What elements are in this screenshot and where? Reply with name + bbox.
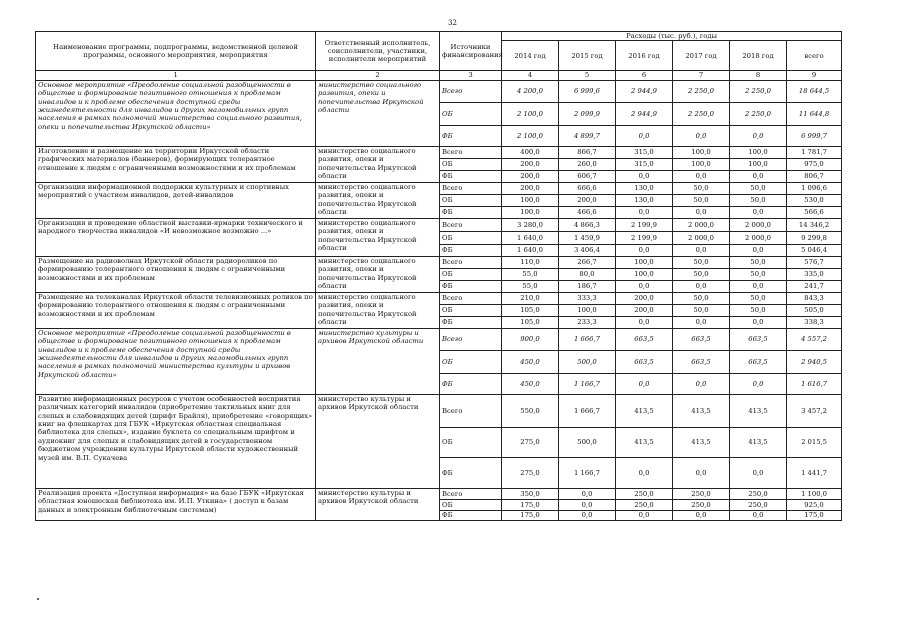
year-value: 175,0 [502, 510, 559, 520]
year-value: 210,0 [502, 292, 559, 304]
total-value: 505,0 [787, 304, 842, 316]
funding-source: ФБ [440, 373, 502, 394]
table-body [36, 80, 842, 520]
year-value: 105,0 [502, 304, 559, 316]
year-value: 0,0 [730, 457, 787, 488]
year-value: 266,7 [559, 256, 616, 268]
total-value: 975,0 [787, 158, 842, 170]
year-value: 0,0 [616, 316, 673, 328]
year-value: 663,5 [673, 350, 730, 373]
total-value: 530,0 [787, 194, 842, 206]
column-index: 5 [559, 71, 616, 80]
column-index: 2 [316, 71, 440, 80]
year-value: 0,0 [730, 170, 787, 182]
year-value: 6 999,6 [559, 80, 616, 102]
total-value: 1 100,0 [787, 488, 842, 499]
total-value: 2 940,5 [787, 350, 842, 373]
year-value: 200,0 [616, 304, 673, 316]
total-value: 175,0 [787, 510, 842, 520]
year-value: 200,0 [502, 170, 559, 182]
total-value: 5 046,4 [787, 244, 842, 256]
funding-source: ОБ [440, 499, 502, 510]
year-value: 450,0 [502, 373, 559, 394]
header-source: Источники финансирования [440, 32, 502, 71]
total-value: 843,3 [787, 292, 842, 304]
funding-source: ФБ [440, 316, 502, 328]
year-value: 1 459,9 [559, 231, 616, 244]
activity-name: Организация информационной поддержки культурных и спортивных мероприятий с участием инвалидов, детей-инвалидов [36, 182, 316, 218]
year-value: 315,0 [616, 146, 673, 158]
column-index: 9 [787, 71, 842, 80]
year-value: 413,5 [616, 427, 673, 457]
total-value: 18 644,5 [787, 80, 842, 102]
year-value: 315,0 [616, 158, 673, 170]
funding-source: ФБ [440, 206, 502, 218]
year-value: 413,5 [730, 427, 787, 457]
year-value: 0,0 [730, 280, 787, 292]
year-value: 663,5 [616, 350, 673, 373]
year-value: 1 640,0 [502, 244, 559, 256]
year-value: 413,5 [616, 394, 673, 427]
year-value: 900,0 [502, 328, 559, 350]
table-row [36, 256, 842, 268]
page-number: 32 [448, 19, 457, 27]
expenses-table [35, 31, 842, 521]
funding-source: ОБ [440, 231, 502, 244]
year-value: 50,0 [730, 182, 787, 194]
executor: министерство социального развития, опеки и попечительства Иркутской области [316, 146, 440, 182]
year-value: 1 166,7 [559, 457, 616, 488]
column-index: 7 [673, 71, 730, 80]
table-row [36, 80, 842, 102]
activity-name: Размещение на радиоволнах Иркутской области радиороликов по формированию толерантного отношения к людям с ограниченными возможностями и их проблемам [36, 256, 316, 292]
total-value: 3 457,2 [787, 394, 842, 427]
year-value: 0,0 [616, 280, 673, 292]
funding-source: Всего [440, 328, 502, 350]
table-row [36, 292, 842, 304]
year-value: 130,0 [616, 194, 673, 206]
executor: министерство культуры и архивов Иркутской области [316, 328, 440, 394]
year-value: 250,0 [730, 488, 787, 499]
year-value: 50,0 [730, 256, 787, 268]
year-value: 2 000,0 [673, 231, 730, 244]
total-value: 1 441,7 [787, 457, 842, 488]
year-value: 100,0 [673, 146, 730, 158]
year-value: 50,0 [673, 268, 730, 280]
year-value: 200,0 [616, 292, 673, 304]
year-value: 550,0 [502, 394, 559, 427]
year-value: 100,0 [616, 256, 673, 268]
year-value: 275,0 [502, 427, 559, 457]
year-value: 2 250,0 [730, 102, 787, 125]
year-value: 663,5 [673, 328, 730, 350]
year-value: 400,0 [502, 146, 559, 158]
funding-source: Всего [440, 292, 502, 304]
year-value: 55,0 [502, 268, 559, 280]
year-value: 2 250,0 [673, 102, 730, 125]
funding-source: Всего [440, 146, 502, 158]
total-value: 338,3 [787, 316, 842, 328]
executor: министерство социального развития, опеки и попечительства Иркутской области [316, 182, 440, 218]
column-index: 3 [440, 71, 502, 80]
year-value: 275,0 [502, 457, 559, 488]
year-value: 0,0 [673, 510, 730, 520]
year-value: 2 099,9 [559, 102, 616, 125]
year-value: 1 166,7 [559, 373, 616, 394]
executor: министерство социального развития, опеки и попечительства Иркутской области [316, 292, 440, 328]
header-year: 2015 год [559, 41, 616, 71]
year-value: 250,0 [730, 499, 787, 510]
year-value: 350,0 [502, 488, 559, 499]
year-value: 0,0 [616, 373, 673, 394]
year-value: 2 250,0 [730, 80, 787, 102]
year-value: 2 000,0 [730, 218, 787, 231]
funding-source: ОБ [440, 102, 502, 125]
year-value: 100,0 [559, 304, 616, 316]
column-index: 4 [502, 71, 559, 80]
year-value: 663,5 [730, 328, 787, 350]
year-value: 0,0 [616, 457, 673, 488]
year-value: 500,0 [559, 350, 616, 373]
column-index: 1 [36, 71, 316, 80]
year-value: 2 000,0 [673, 218, 730, 231]
funding-source: ОБ [440, 268, 502, 280]
year-value: 100,0 [502, 206, 559, 218]
activity-name: Изготовление и размещение на территории Иркутской области графических материалов (баннеров), формирующих толерантное отношение к людям с ограниченными возможностями и их проблемам [36, 146, 316, 182]
funding-source: ОБ [440, 194, 502, 206]
year-value: 175,0 [502, 499, 559, 510]
funding-source: ФБ [440, 170, 502, 182]
year-value: 186,7 [559, 280, 616, 292]
year-value: 50,0 [673, 256, 730, 268]
funding-source: ОБ [440, 304, 502, 316]
year-value: 50,0 [673, 292, 730, 304]
year-value: 663,5 [730, 350, 787, 373]
year-value: 55,0 [502, 280, 559, 292]
total-value: 1 781,7 [787, 146, 842, 158]
column-index: 6 [616, 71, 673, 80]
total-value: 1 096,6 [787, 182, 842, 194]
year-value: 663,5 [616, 328, 673, 350]
year-value: 866,7 [559, 146, 616, 158]
column-index: 8 [730, 71, 787, 80]
year-value: 2 944,9 [616, 80, 673, 102]
header-year: 2017 год [673, 41, 730, 71]
year-value: 50,0 [730, 194, 787, 206]
year-value: 500,0 [559, 427, 616, 457]
year-value: 0,0 [673, 457, 730, 488]
year-value: 0,0 [616, 170, 673, 182]
year-value: 0,0 [730, 510, 787, 520]
year-value: 413,5 [730, 394, 787, 427]
funding-source: ФБ [440, 280, 502, 292]
year-value: 50,0 [730, 304, 787, 316]
year-value: 2 250,0 [673, 80, 730, 102]
year-value: 2 100,0 [502, 125, 559, 146]
total-value: 806,7 [787, 170, 842, 182]
year-value: 1 666,7 [559, 394, 616, 427]
total-value: 1 616,7 [787, 373, 842, 394]
total-value: 566,6 [787, 206, 842, 218]
total-value: 9 299,8 [787, 231, 842, 244]
year-value: 2 199,9 [616, 218, 673, 231]
year-value: 0,0 [730, 316, 787, 328]
year-value: 2 100,0 [502, 102, 559, 125]
funding-source: Всего [440, 182, 502, 194]
year-value: 413,5 [673, 427, 730, 457]
year-value: 0,0 [559, 488, 616, 499]
table-row [36, 394, 842, 427]
funding-source: ФБ [440, 125, 502, 146]
year-value: 333,3 [559, 292, 616, 304]
year-value: 100,0 [730, 146, 787, 158]
year-value: 50,0 [730, 292, 787, 304]
year-value: 3 406,4 [559, 244, 616, 256]
year-value: 100,0 [616, 268, 673, 280]
year-value: 0,0 [616, 125, 673, 146]
year-value: 3 280,0 [502, 218, 559, 231]
total-value: 11 644,8 [787, 102, 842, 125]
year-value: 1 640,0 [502, 231, 559, 244]
year-value: 0,0 [673, 373, 730, 394]
table-row [36, 182, 842, 194]
year-value: 450,0 [502, 350, 559, 373]
year-value: 110,0 [502, 256, 559, 268]
year-value: 250,0 [673, 488, 730, 499]
activity-name: Развитие информационных ресурсов с учетом особенностей восприятия различных категорий инвалидов (приобретение тактильных книг для слепых и слабовидящих детей (шрифт Брайля), приобретение «говорящих» книг на флешкартах для ГБУК «Иркутская областная специальная библиотека для слепых», издание буклета со специальным шрифтом и аудиокниг для слепых и слабовидящих детей в государственном бюджетном учреждении культуры Иркутской области художественный музей им. В.П. Сукачева [36, 394, 316, 488]
funding-source: ФБ [440, 244, 502, 256]
total-value: 2 015,5 [787, 427, 842, 457]
funding-source: ОБ [440, 350, 502, 373]
year-value: 105,0 [502, 316, 559, 328]
year-value: 606,7 [559, 170, 616, 182]
year-value: 0,0 [730, 373, 787, 394]
year-value: 666,6 [559, 182, 616, 194]
total-value: 925,0 [787, 499, 842, 510]
activity-name: Организация и проведение областной выставки-ярмарки технического и народного творчества инвалидов «И невозможное возможно ...» [36, 218, 316, 256]
year-value: 0,0 [616, 244, 673, 256]
funding-source: Всего [440, 80, 502, 102]
executor: министерство социального развития, опеки и попечительства Иркутской области [316, 256, 440, 292]
year-value: 466,6 [559, 206, 616, 218]
executor: министерство культуры и архивов Иркутской области [316, 488, 440, 520]
header-expenses: Расходы (тыс. руб.), годы [502, 32, 842, 41]
main-activity-name: Основное мероприятие «Преодоление социальной разобщенности в обществе и формирование позитивного отношения к проблемам инвалидов и к проблеме обеспечения доступной среды жизнедеятельности для инвалидов и других маломобильных групп населения в рамках полномочий министерства культуры и архивов Иркутской области» [36, 328, 316, 394]
funding-source: Всего [440, 488, 502, 499]
year-value: 413,5 [673, 394, 730, 427]
funding-source: ФБ [440, 510, 502, 520]
year-value: 4 200,0 [502, 80, 559, 102]
year-value: 0,0 [673, 170, 730, 182]
header-year: 2016 год [616, 41, 673, 71]
year-value: 50,0 [673, 182, 730, 194]
year-value: 233,3 [559, 316, 616, 328]
table-row [36, 488, 842, 499]
year-value: 0,0 [730, 244, 787, 256]
year-value: 130,0 [616, 182, 673, 194]
year-value: 100,0 [673, 158, 730, 170]
funding-source: ФБ [440, 457, 502, 488]
year-value: 2 000,0 [730, 231, 787, 244]
funding-source: Всего [440, 256, 502, 268]
year-value: 4 899,7 [559, 125, 616, 146]
year-value: 100,0 [502, 194, 559, 206]
year-value: 250,0 [616, 499, 673, 510]
table-row [36, 328, 842, 350]
header-year: 2014 год [502, 41, 559, 71]
year-value: 0,0 [616, 510, 673, 520]
year-value: 80,0 [559, 268, 616, 280]
year-value: 0,0 [616, 206, 673, 218]
scan-dot [37, 598, 39, 600]
year-value: 4 866,3 [559, 218, 616, 231]
activity-name: Размещение на телеканалах Иркутской области телевизионных роликов по формированию толерантного отношения к людям с ограниченными возможностями и их проблемам [36, 292, 316, 328]
header-name: Наименование программы, подпрограммы, ведомственной целевой программы, основного мероприятия, мероприятия [36, 32, 316, 71]
year-value: 1 666,7 [559, 328, 616, 350]
total-value: 14 346,2 [787, 218, 842, 231]
header-total: всего [787, 41, 842, 71]
executor: министерство социального развития, опеки и попечительства Иркутской области [316, 80, 440, 146]
year-value: 200,0 [502, 182, 559, 194]
total-value: 6 999,7 [787, 125, 842, 146]
year-value: 2 199,9 [616, 231, 673, 244]
year-value: 50,0 [730, 268, 787, 280]
year-value: 0,0 [559, 510, 616, 520]
year-value: 0,0 [673, 206, 730, 218]
year-value: 0,0 [730, 125, 787, 146]
year-value: 0,0 [673, 125, 730, 146]
executor: министерство культуры и архивов Иркутской области [316, 394, 440, 488]
year-value: 200,0 [502, 158, 559, 170]
total-value: 576,7 [787, 256, 842, 268]
table-row [36, 146, 842, 158]
header-executor: Ответственный исполнитель, соисполнители, участники, исполнители мероприятий [316, 32, 440, 71]
year-value: 200,0 [559, 194, 616, 206]
year-value: 0,0 [673, 316, 730, 328]
total-value: 241,7 [787, 280, 842, 292]
year-value: 2 944,9 [616, 102, 673, 125]
main-activity-name: Основное мероприятие «Преодоление социальной разобщенности в обществе и формирование позитивного отношения к проблемам инвалидов и к проблеме обеспечения доступной среды жизнедеятельности для инвалидов и других маломобильных групп населения в рамках полномочий министерства социального развития, опеки и попечительства Иркутской области» [36, 80, 316, 146]
year-value: 0,0 [673, 244, 730, 256]
year-value: 50,0 [673, 304, 730, 316]
year-value: 250,0 [673, 499, 730, 510]
activity-name: Реализация проекта «Доступная информация» на базе ГБУК «Иркутская областная юношеская библиотека им. И.П. Уткина» ( доступ к базам данных и электронным библиотечным системам) [36, 488, 316, 520]
total-value: 4 557,2 [787, 328, 842, 350]
year-value: 0,0 [559, 499, 616, 510]
year-value: 0,0 [673, 280, 730, 292]
table-row [36, 218, 842, 231]
year-value: 260,0 [559, 158, 616, 170]
funding-source: Всего [440, 394, 502, 427]
funding-source: ОБ [440, 158, 502, 170]
header-year: 2018 год [730, 41, 787, 71]
total-value: 335,0 [787, 268, 842, 280]
year-value: 250,0 [616, 488, 673, 499]
year-value: 50,0 [673, 194, 730, 206]
year-value: 0,0 [730, 206, 787, 218]
executor: министерство социального развития, опеки и попечительства Иркутской области [316, 218, 440, 256]
funding-source: Всего [440, 218, 502, 231]
year-value: 100,0 [730, 158, 787, 170]
funding-source: ОБ [440, 427, 502, 457]
